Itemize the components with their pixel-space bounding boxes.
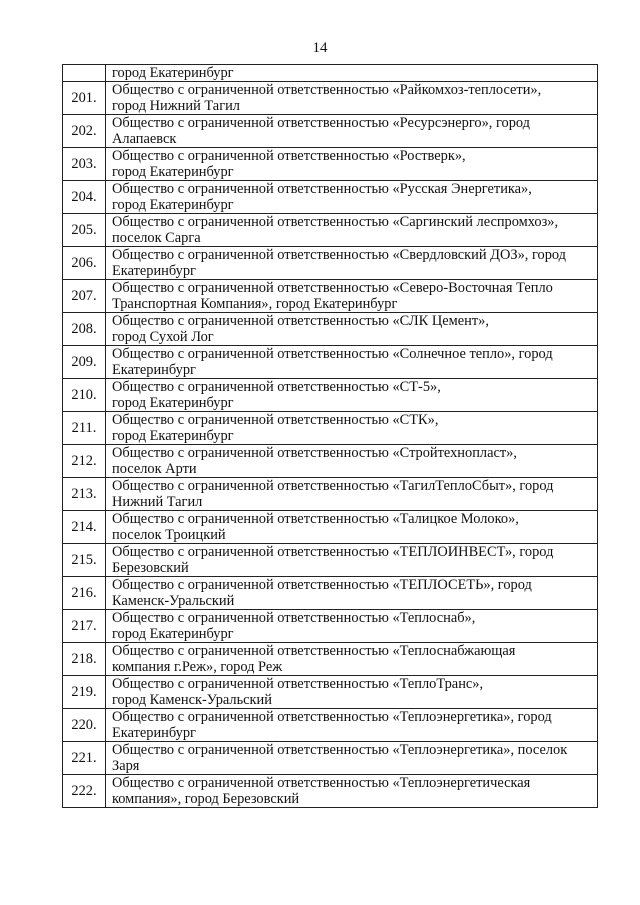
organization-name (106, 775, 598, 808)
row-number: 212. (63, 445, 106, 478)
organization-name-line: Екатеринбург (112, 263, 196, 279)
table-row (63, 412, 598, 445)
organization-name-line: Общество с ограниченной ответственностью «Теплоэнергетика», город (112, 709, 552, 725)
table-row (63, 709, 598, 742)
row-number: 206. (63, 247, 106, 280)
row-number: 214. (63, 511, 106, 544)
organization-name-line: компания г.Реж», город Реж (112, 659, 283, 675)
organization-name-line: город Екатеринбург (112, 626, 234, 642)
organization-name-line: город Екатеринбург (112, 65, 234, 81)
organization-name (106, 577, 598, 610)
organization-name (106, 214, 598, 247)
table-row (63, 676, 598, 709)
organization-name-line: Алапаевск (112, 131, 177, 147)
organization-name-line: Общество с ограниченной ответственностью «Саргинский леспромхоз», (112, 214, 559, 230)
organization-name (106, 445, 598, 478)
organization-name-line: Березовский (112, 560, 189, 576)
organization-name (106, 148, 598, 181)
row-number: 205. (63, 214, 106, 247)
row-number: 218. (63, 643, 106, 676)
table-row (63, 148, 598, 181)
organization-name (106, 478, 598, 511)
table-row (63, 181, 598, 214)
organization-name (106, 676, 598, 709)
table-row (63, 544, 598, 577)
organization-name-line: Общество с ограниченной ответственностью «Талицкое Молоко», (112, 511, 519, 527)
organization-name-line: Екатеринбург (112, 362, 196, 378)
organization-name-line: Заря (112, 758, 140, 774)
row-number: 202. (63, 115, 106, 148)
organization-name (106, 82, 598, 115)
organization-name-line: город Сухой Лог (112, 329, 214, 345)
organization-name (106, 346, 598, 379)
table-row (63, 346, 598, 379)
table-row (63, 379, 598, 412)
table-row (63, 82, 598, 115)
organization-name-line: Транспортная Компания», город Екатеринбург (112, 296, 398, 312)
organization-name-line: город Екатеринбург (112, 164, 234, 180)
organization-name-line: Общество с ограниченной ответственностью «ТЕПЛОИНВЕСТ», город (112, 544, 554, 560)
row-number: 201. (63, 82, 106, 115)
row-number: 210. (63, 379, 106, 412)
organization-name (106, 181, 598, 214)
organization-name (106, 65, 598, 82)
organization-name-line: Общество с ограниченной ответственностью «Стройтехнопласт», (112, 445, 517, 461)
organization-name (106, 544, 598, 577)
table-row (63, 742, 598, 775)
organization-table (62, 64, 598, 808)
organization-name-line: Общество с ограниченной ответственностью «ТагилТеплоСбыт», город (112, 478, 554, 494)
organization-name (106, 412, 598, 445)
organization-name-line: Общество с ограниченной ответственностью «Солнечное тепло», город (112, 346, 553, 362)
organization-name (106, 379, 598, 412)
organization-name (106, 313, 598, 346)
table-row (63, 610, 598, 643)
table-row (63, 280, 598, 313)
row-number: 215. (63, 544, 106, 577)
organization-name-line: город Каменск-Уральский (112, 692, 272, 708)
row-number: 222. (63, 775, 106, 808)
table-row (63, 247, 598, 280)
organization-name-line: город Екатеринбург (112, 395, 234, 411)
organization-name-line: Общество с ограниченной ответственностью «Северо-Восточная Тепло (112, 280, 553, 296)
organization-name-line: Общество с ограниченной ответственностью «Теплоснабжающая (112, 643, 516, 659)
table-row (63, 445, 598, 478)
page-number: 14 (312, 40, 328, 56)
row-number: 219. (63, 676, 106, 709)
organization-name-line: Общество с ограниченной ответственностью «Теплоэнергетическая (112, 775, 531, 791)
organization-name-line: Общество с ограниченной ответственностью «Ресурсэнерго», город (112, 115, 531, 131)
organization-name (106, 247, 598, 280)
organization-name-line: поселок Троицкий (112, 527, 226, 543)
row-number: 221. (63, 742, 106, 775)
row-number: 213. (63, 478, 106, 511)
table-row (63, 313, 598, 346)
organization-name-line: Общество с ограниченной ответственностью «ТЕПЛОСЕТЬ», город (112, 577, 532, 593)
row-number (63, 65, 106, 82)
organization-name-line: Общество с ограниченной ответственностью «ТеплоТранс», (112, 676, 484, 692)
table-row (63, 643, 598, 676)
organization-name-line: город Екатеринбург (112, 197, 234, 213)
table-row (63, 115, 598, 148)
row-number: 217. (63, 610, 106, 643)
row-number: 204. (63, 181, 106, 214)
organization-name (106, 742, 598, 775)
table-row (63, 214, 598, 247)
organization-name-line: город Нижний Тагил (112, 98, 240, 114)
table-row (63, 511, 598, 544)
row-number: 209. (63, 346, 106, 379)
row-number: 211. (63, 412, 106, 445)
row-number: 208. (63, 313, 106, 346)
organization-name-line: Екатеринбург (112, 725, 196, 741)
organization-name-line: Общество с ограниченной ответственностью «СТ-5», (112, 379, 441, 395)
row-number: 203. (63, 148, 106, 181)
table-row (63, 478, 598, 511)
organization-name (106, 643, 598, 676)
organization-name-line: Каменск-Уральский (112, 593, 235, 609)
row-number: 220. (63, 709, 106, 742)
organization-name-line: поселок Арти (112, 461, 197, 477)
organization-name-line: Общество с ограниченной ответственностью «Теплоэнергетика», поселок (112, 742, 568, 758)
organization-name-line: компания», город Березовский (112, 791, 300, 807)
organization-name (106, 511, 598, 544)
organization-name-line: Общество с ограниченной ответственностью «Райкомхоз-теплосети», (112, 82, 542, 98)
organization-name-line: Общество с ограниченной ответственностью «СЛК Цемент», (112, 313, 489, 329)
organization-name-line: Общество с ограниченной ответственностью «Ростверк», (112, 148, 466, 164)
organization-name-line: Общество с ограниченной ответственностью «Свердловский ДОЗ», город (112, 247, 567, 263)
table-row (63, 775, 598, 808)
organization-name-line: Нижний Тагил (112, 494, 203, 510)
organization-name-line: Общество с ограниченной ответственностью «Теплоснаб», (112, 610, 476, 626)
table-row (63, 65, 598, 82)
organization-name-line: Общество с ограниченной ответственностью «СТК», (112, 412, 439, 428)
row-number: 207. (63, 280, 106, 313)
organization-name (106, 709, 598, 742)
table-body (63, 65, 598, 808)
organization-name-line: Общество с ограниченной ответственностью «Русская Энергетика», (112, 181, 532, 197)
table-row (63, 577, 598, 610)
organization-name (106, 115, 598, 148)
organization-name (106, 280, 598, 313)
organization-name-line: поселок Сарга (112, 230, 201, 246)
organization-name (106, 610, 598, 643)
organization-name-line: город Екатеринбург (112, 428, 234, 444)
row-number: 216. (63, 577, 106, 610)
